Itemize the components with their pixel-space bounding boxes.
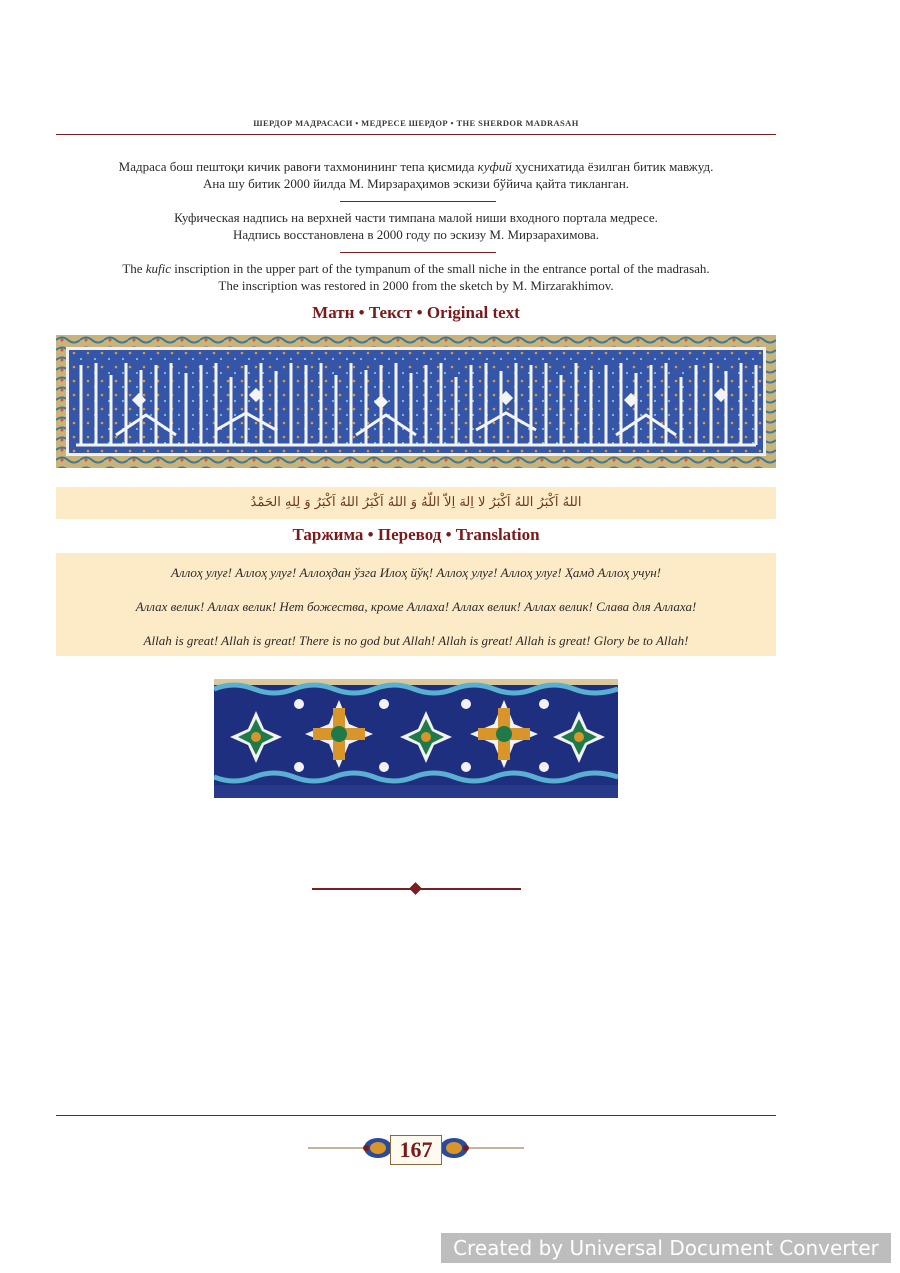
kufic-tile-graphic (56, 335, 776, 468)
description-english (56, 260, 776, 294)
description-russian-line2: Надпись восстановлена в 2000 году по эскизу М. Мирзарахимова. (233, 227, 599, 242)
separator (340, 252, 496, 253)
separator (340, 201, 496, 202)
header-rule (56, 134, 776, 135)
translation-uzbek: Аллоҳ улуғ! Аллоҳ улуғ! Аллоҳдан ўзга Илоҳ йўқ! Аллоҳ улуғ! Аллоҳ улуғ! Ҳамд Аллоҳ учун! (170, 565, 662, 580)
description-uzbek (56, 158, 776, 192)
watermark: Created by Universal Document Converter (441, 1233, 891, 1263)
description-uzbek-line1: Мадраса бош пештоқи кичик равоғи тахмонининг тепа қисмида куфий ҳуснихатида ёзилган битик мавжуд. (118, 159, 714, 174)
ornament-tile-photo (214, 679, 618, 798)
description-russian-line1: Куфическая надпись на верхней части тимпана малой ниши входного портала медресе. (174, 210, 658, 225)
running-header: ШЕРДОР МАДРАСАСИ • МЕДРЕСЕ ШЕРДОР • THE SHERDOR MADRASAH (253, 118, 579, 128)
description-english-line1: The kufic inscription in the upper part of the tympanum of the small niche in the entrance portal of the madrasah. (122, 261, 710, 276)
diamond-ornament-icon (409, 882, 422, 895)
translation-english: Allah is great! Allah is great! There is no god but Allah! Allah is great! Allah is great! Glory be to Allah! (143, 633, 689, 648)
ornament-tile-graphic (214, 679, 618, 798)
description-russian (56, 209, 776, 243)
arabic-text-band (56, 487, 776, 519)
translation-russian: Аллах велик! Аллах велик! Нет божества, кроме Аллаха! Аллах велик! Аллах велик! Слава для Аллаха! (135, 599, 697, 614)
description-uzbek-line2: Ана шу битик 2000 йилда М. Мирзараҳимов эскизи бўйича қайта тикланган. (202, 176, 630, 191)
translation-band (56, 553, 776, 656)
description-english-line2: The inscription was restored in 2000 from the sketch by M. Mirzarakhimov. (218, 278, 614, 293)
original-text-heading: Матн • Текст • Original text (312, 303, 520, 322)
page-number: 167 (390, 1135, 442, 1165)
translation-heading: Таржима • Перевод • Translation (292, 525, 540, 544)
arabic-text: اللهُ اَكْبَرُ اللهُ اَكْبَرُ لا اِلهَ اِلاّ اللّهُ وَ اللهُ اَكْبَرُ اللهُ اَكْبَرُ وَ لِلهِ الحَمْدُ (250, 495, 582, 510)
footer-rule (56, 1115, 776, 1116)
kufic-inscription-photo (56, 335, 776, 468)
